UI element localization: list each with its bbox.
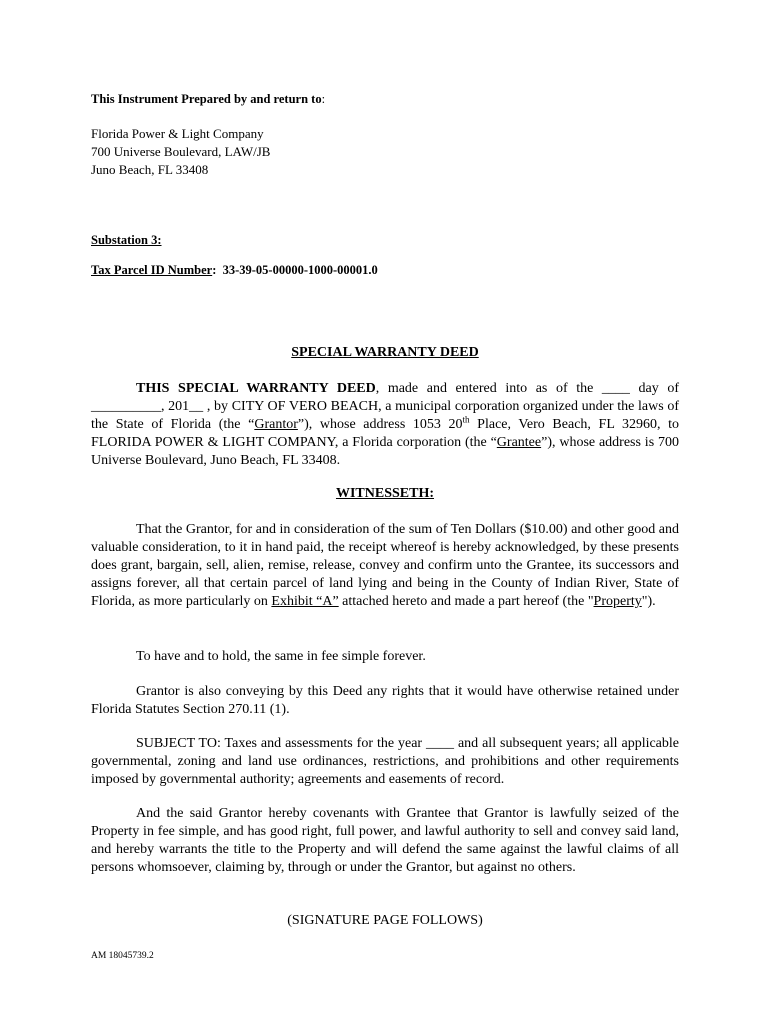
tax-parcel-line: Tax Parcel ID Number: 33-39-05-00000-1000-00001.0 xyxy=(91,263,378,277)
consideration-paragraph: That the Grantor, for and in consideration of the sum of Ten Dollars ($10.00) and other good and valuable consideration, to it in hand paid, the receipt whereof is hereby acknowledged, by these presents does grant, bargain, sell, alien, remise, release, convey and confirm unto the Grantee, its successors and assigns forever, all that certain parcel of land lying and being in the County of Indian River, State of Florida, as more particularly on Exhibit “A” attached hereto and made a part hereof (the "Property"). xyxy=(91,522,679,609)
witnesseth-heading: WITNESSETH: xyxy=(335,486,435,501)
substation-label: Substation 3: xyxy=(91,233,162,247)
street-address: 700 Universe Boulevard, LAW/JB xyxy=(91,144,271,159)
deed-title: SPECIAL WARRANTY DEED xyxy=(291,345,479,360)
prepared-by-label: This Instrument Prepared by and return to: xyxy=(91,92,326,106)
exhibit-reference: Exhibit “A” xyxy=(271,594,339,609)
company-name: Florida Power & Light Company xyxy=(91,126,264,141)
intro-paragraph: THIS SPECIAL WARRANTY DEED, made and entered into as of the ____ day of __________, 201__ , by CITY OF VERO BEACH, a municipal corporation organized under the laws of the State of Florida (the “Grantor”), whose address 1053 20th Place, Vero Beach, FL 32960, to FLORIDA POWER & LIGHT COMPANY, a Florida corporation (the “Grantee”), whose address is 700 Universe Boulevard, Juno Beach, FL 33408. xyxy=(91,381,680,468)
return-address xyxy=(91,125,270,179)
property-term: Property xyxy=(593,594,642,609)
city-address: Juno Beach, FL 33408 xyxy=(91,162,209,177)
grantee-term: Grantee xyxy=(496,435,542,450)
tax-parcel-number: 33-39-05-00000-1000-00001.0 xyxy=(222,263,378,277)
grantor-term: Grantor xyxy=(254,417,298,432)
subject-to-paragraph: SUBJECT TO: Taxes and assessments for the year ____ and all subsequent years; all applicable governmental, zoning and land use ordinances, restrictions, and prohibitions and other requirements imposed by governmental authority; agreements and easements of record. xyxy=(91,736,679,787)
document-number: AM 18045739.2 xyxy=(91,951,154,961)
habendum-paragraph: To have and to hold, the same in fee simple forever. xyxy=(136,649,426,664)
signature-page-note: (SIGNATURE PAGE FOLLOWS) xyxy=(287,913,483,928)
covenant-paragraph: And the said Grantor hereby covenants with Grantee that Grantor is lawfully seized of the Property in fee simple, and has good right, full power, and lawful authority to sell and convey said land, and hereby warrants the title to the Property and will defend the same against the lawful claims of all persons whomsoever, claiming by, through or under the Grantor, but against no others. xyxy=(91,806,679,875)
tax-parcel-label: Tax Parcel ID Number xyxy=(91,263,213,277)
statute-paragraph: Grantor is also conveying by this Deed any rights that it would have otherwise retained under Florida Statutes Section 270.11 (1). xyxy=(91,684,679,717)
deed-name: THIS SPECIAL WARRANTY DEED xyxy=(136,381,376,396)
